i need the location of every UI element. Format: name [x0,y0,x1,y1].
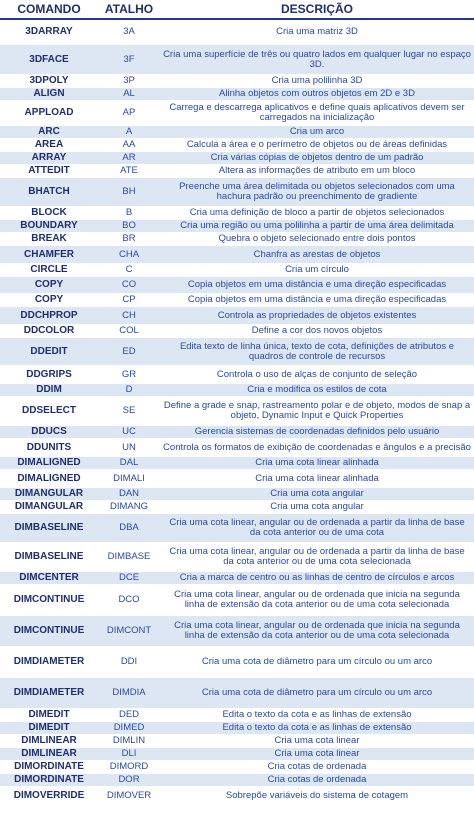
table-row [0,748,474,761]
command-cell: DIMDIAMETER [0,647,98,678]
command-cell: DDGRIPS [0,366,98,384]
description-cell: Cria uma cota angular [160,501,474,514]
shortcut-cell: AA [98,139,160,152]
table-row [0,722,474,735]
shortcut-cell: B [98,207,160,220]
description-cell: Controla o uso de alças de conjunto de seleção [160,366,474,384]
shortcut-cell: AL [98,88,160,101]
table-row [0,88,474,101]
description-cell: Preenche uma área delimitada ou objetos selecionados com uma hachura padrão ou preenchimento de gradiente [160,178,474,207]
table-row [0,178,474,207]
description-cell: Edita texto de linha única, texto de cota, definições de atributos e quadros de controle de recursos [160,338,474,366]
shortcut-cell: DBA [98,514,160,543]
shortcut-cell: DIMORD [98,761,160,774]
description-cell: Cria uma superfície de três ou quatro lados em qualquer lugar no espaço 3D. [160,45,474,75]
command-cell: COPY [0,277,98,294]
description-cell: Cria um círculo [160,264,474,277]
description-cell: Edita o texto da cota e as linhas de extensão [160,709,474,722]
command-cell: DDEDIT [0,338,98,366]
table-row [0,233,474,246]
shortcut-cell: UN [98,439,160,457]
description-cell: Cria um arco [160,126,474,139]
shortcut-cell: AR [98,152,160,165]
table-row [0,126,474,139]
table-row [0,325,474,338]
table-row [0,294,474,307]
command-cell: DDUCS [0,426,98,439]
description-cell: Cria uma cota linear, angular ou de ordenada a partir da linha de base da cota anterior ou de uma cota [160,514,474,543]
description-cell: Cria uma cota linear, angular ou de ordenada que inicia na segunda linha de extensão da cota anterior ou de uma cota selecionada [160,616,474,647]
shortcut-cell: 3A [98,19,160,45]
table-row [0,457,474,470]
table-row [0,220,474,233]
shortcut-cell: D [98,384,160,397]
command-cell: DIMLINEAR [0,735,98,748]
command-cell: ATTEDIT [0,165,98,178]
description-cell: Cria uma definição de bloco a partir de objetos selecionados [160,207,474,220]
shortcut-cell: A [98,126,160,139]
table-row [0,647,474,678]
description-cell: Define a grade e snap, rastreamento polar e de objeto, modos de snap a objeto, Dynamic Input e Quick Properties [160,397,474,426]
shortcut-cell: COL [98,325,160,338]
header-descricao: DESCRIÇÃO [160,0,474,19]
shortcut-cell: DAN [98,488,160,501]
shortcut-cell: DIMDIA [98,678,160,709]
description-cell: Cria cotas de ordenada [160,761,474,774]
shortcut-cell: 3P [98,75,160,88]
command-cell: DIMANGULAR [0,488,98,501]
command-cell: DIMALIGNED [0,457,98,470]
description-cell: Cria uma cota linear alinhada [160,470,474,488]
shortcut-cell: CO [98,277,160,294]
description-cell: Cria uma cota angular [160,488,474,501]
shortcut-cell: SE [98,397,160,426]
shortcut-cell: ED [98,338,160,366]
table-row [0,787,474,806]
shortcut-cell: DCO [98,585,160,616]
command-cell: DDUNITS [0,439,98,457]
description-cell: Controla as propriedades de objetos existentes [160,307,474,325]
shortcut-cell: DIMLIN [98,735,160,748]
command-cell: COPY [0,294,98,307]
table-row [0,678,474,709]
table-row [0,19,474,45]
command-cell: DIMCENTER [0,572,98,585]
table-row [0,585,474,616]
shortcut-cell: BO [98,220,160,233]
header-comando: COMANDO [0,0,98,19]
command-cell: DIMANGULAR [0,501,98,514]
description-cell: Cria uma cota de diâmetro para um círculo ou um arco [160,678,474,709]
table-row [0,774,474,787]
table-row [0,514,474,543]
table-row [0,735,474,748]
shortcut-cell: ATE [98,165,160,178]
shortcut-cell: DIMED [98,722,160,735]
table-row [0,543,474,572]
description-cell: Edita o texto da cota e as linhas de extensão [160,722,474,735]
command-cell: AREA [0,139,98,152]
table-row [0,616,474,647]
table-row [0,152,474,165]
command-cell: DIMORDINATE [0,774,98,787]
command-cell: ALIGN [0,88,98,101]
shortcut-cell: DAL [98,457,160,470]
table-row [0,307,474,325]
description-cell: Cria uma região ou uma polilinha a partir de uma área delimitada [160,220,474,233]
command-cell: DIMOVERRIDE [0,787,98,806]
table-row [0,470,474,488]
description-cell: Calcula a área e o perímetro de objetos ou de áreas definidas [160,139,474,152]
description-cell: Gerencia sistemas de coordenadas definidos pelo usuário [160,426,474,439]
shortcut-cell: UC [98,426,160,439]
command-cell: DIMCONTINUE [0,585,98,616]
shortcut-cell: DED [98,709,160,722]
table-row [0,246,474,264]
description-cell: Cria uma matriz 3D [160,19,474,45]
header-atalho: ATALHO [98,0,160,19]
table-row [0,709,474,722]
command-cell: ARC [0,126,98,139]
description-cell: Copia objetos em uma distância e uma direção especificadas [160,277,474,294]
table-row [0,101,474,126]
shortcut-cell: CH [98,307,160,325]
command-cell: CIRCLE [0,264,98,277]
shortcut-cell: AP [98,101,160,126]
command-cell: DDSELECT [0,397,98,426]
shortcut-cell: DOR [98,774,160,787]
shortcut-cell: DDI [98,647,160,678]
description-cell: Altera as informações de atributo em um bloco [160,165,474,178]
table-body [0,19,474,805]
table-row [0,501,474,514]
shortcut-cell: 3F [98,45,160,75]
description-cell: Carrega e descarrega aplicativos e define quais aplicativos devem ser carregados na inicialização [160,101,474,126]
table-row [0,277,474,294]
table-row [0,139,474,152]
table-row [0,207,474,220]
table-row [0,761,474,774]
shortcut-cell: DIMALI [98,470,160,488]
shortcut-cell: DIMOVER [98,787,160,806]
command-cell: BHATCH [0,178,98,207]
table-row [0,384,474,397]
command-cell: ARRAY [0,152,98,165]
description-cell: Cria uma polilinha 3D [160,75,474,88]
description-cell: Cria e modifica os estilos de cota [160,384,474,397]
command-cell: BOUNDARY [0,220,98,233]
description-cell: Cria cotas de ordenada [160,774,474,787]
command-cell: DIMEDIT [0,722,98,735]
command-cell: BLOCK [0,207,98,220]
shortcut-cell: GR [98,366,160,384]
description-cell: Alinha objetos com outros objetos em 2D e 3D [160,88,474,101]
description-cell: Cria a marca de centro ou as linhas de centro de círculos e arcos [160,572,474,585]
description-cell: Define a cor dos novos objetos [160,325,474,338]
description-cell: Sobrepõe variáveis do sistema de cotagem [160,787,474,806]
description-cell: Cria várias cópias de objetos dentro de um padrão [160,152,474,165]
shortcut-cell: DCE [98,572,160,585]
command-cell: DIMORDINATE [0,761,98,774]
command-cell: DDIM [0,384,98,397]
description-cell: Cria uma cota linear alinhada [160,457,474,470]
table-row [0,572,474,585]
table-row [0,75,474,88]
command-cell: DIMALIGNED [0,470,98,488]
command-cell: 3DFACE [0,45,98,75]
table-row [0,397,474,426]
shortcut-cell: DIMBASE [98,543,160,572]
command-cell: 3DPOLY [0,75,98,88]
description-cell: Chanfra as arestas de objetos [160,246,474,264]
table-row [0,366,474,384]
command-cell: DIMBASELINE [0,543,98,572]
table-row [0,488,474,501]
description-cell: Cria uma cota linear [160,748,474,761]
shortcut-cell: DIMANG [98,501,160,514]
description-cell: Copia objetos em uma distância e uma direção especificadas [160,294,474,307]
command-cell: DDCHPROP [0,307,98,325]
table-row [0,426,474,439]
command-cell: CHAMFER [0,246,98,264]
table-row [0,264,474,277]
command-cell: DIMDIAMETER [0,678,98,709]
shortcut-cell: DLI [98,748,160,761]
description-cell: Cria uma cota linear, angular ou de ordenada que inicia na segunda linha de extensão da cota anterior ou de uma cota selecionada [160,585,474,616]
shortcut-cell: CHA [98,246,160,264]
shortcut-cell: BH [98,178,160,207]
description-cell: Cria uma cota linear [160,735,474,748]
shortcut-cell: C [98,264,160,277]
command-cell: 3DARRAY [0,19,98,45]
description-cell: Controla os formatos de exibição de coordenadas e ângulos e a precisão [160,439,474,457]
command-cell: DIMLINEAR [0,748,98,761]
table-row [0,439,474,457]
header-row [0,0,474,19]
shortcut-cell: BR [98,233,160,246]
shortcut-cell: CP [98,294,160,307]
command-cell: BREAK [0,233,98,246]
command-cell: DDCOLOR [0,325,98,338]
shortcut-cell: DIMCONT [98,616,160,647]
table-row [0,45,474,75]
description-cell: Cria uma cota de diâmetro para um círculo ou um arco [160,647,474,678]
description-cell: Cria uma cota linear, angular ou de ordenada a partir da linha de base da cota anterior ou de uma cota selecionada [160,543,474,572]
command-cell: DIMCONTINUE [0,616,98,647]
description-cell: Quebra o objeto selecionado entre dois pontos [160,233,474,246]
table-row [0,165,474,178]
command-cell: DIMBASELINE [0,514,98,543]
command-cell: APPLOAD [0,101,98,126]
table-row [0,338,474,366]
command-cell: DIMEDIT [0,709,98,722]
